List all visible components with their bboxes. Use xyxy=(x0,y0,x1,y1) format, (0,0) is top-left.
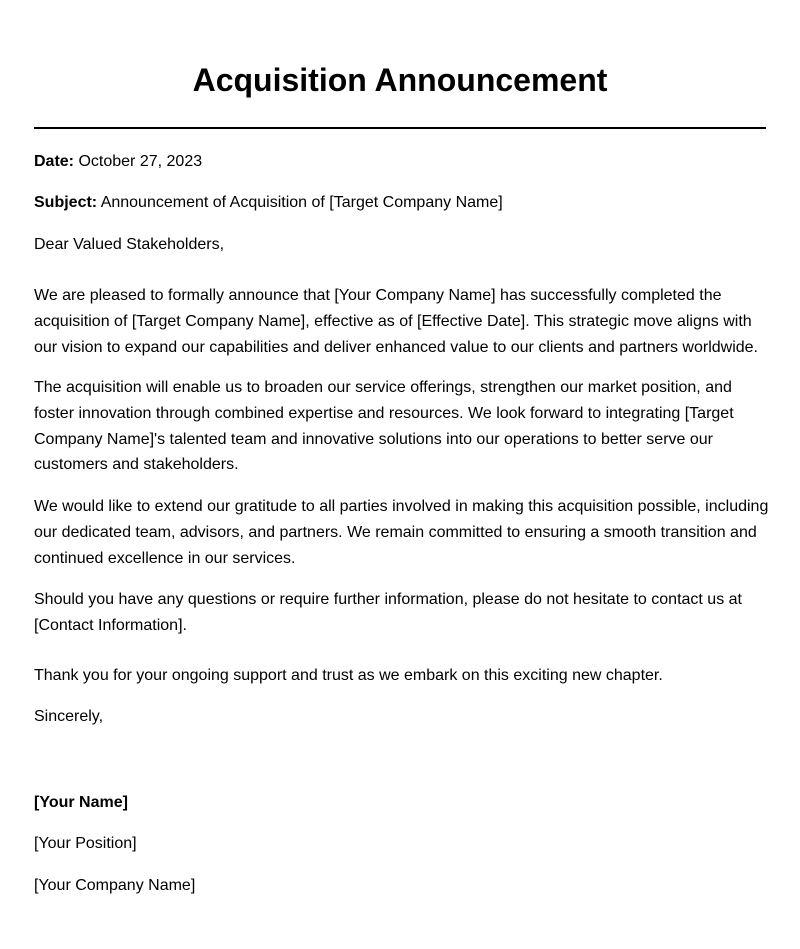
signature-company: [Your Company Name] xyxy=(34,877,196,894)
subject-line xyxy=(34,190,774,216)
subject-label: Subject: xyxy=(34,194,98,211)
date-line xyxy=(34,149,774,175)
body-paragraph: We would like to extend our gratitude to all parties involved in making this acquisition possible, including our dedicated team, advisors, and partners. We remain committed to ensuring a smooth transition and continued excellence in our services. xyxy=(34,498,769,567)
page-title: Acquisition Announcement xyxy=(192,62,608,98)
body-paragraph: We are pleased to formally announce that [Your Company Name] has successfully completed the acquisition of [Target Company Name], effective as of [Effective Date]. This strategic move aligns with our vision to expand our capabilities and deliver enhanced value to our clients and partners worldwide. xyxy=(34,287,758,356)
salutation: Dear Valued Stakeholders, xyxy=(34,236,225,253)
body-paragraph: Should you have any questions or require further information, please do not hesitate to contact us at [Contact Information]. xyxy=(34,591,742,634)
subject-value: Announcement of Acquisition of [Target Company Name] xyxy=(100,194,503,211)
closing: Sincerely, xyxy=(34,708,104,725)
date-label: Date: xyxy=(34,153,75,170)
signature-name: [Your Name] xyxy=(34,794,128,811)
title-divider xyxy=(34,127,766,129)
body-paragraph: Thank you for your ongoing support and trust as we embark on this exciting new chapter. xyxy=(34,667,663,684)
body-paragraph: The acquisition will enable us to broaden our service offerings, strengthen our market position, and foster innovation through combined expertise and resources. We look forward to integrating [Target Company Name]'s talented team and innovative solutions into our operations to better serve our customers and stakeholders. xyxy=(34,379,734,474)
signature-position: [Your Position] xyxy=(34,835,137,852)
date-value: October 27, 2023 xyxy=(78,153,203,170)
